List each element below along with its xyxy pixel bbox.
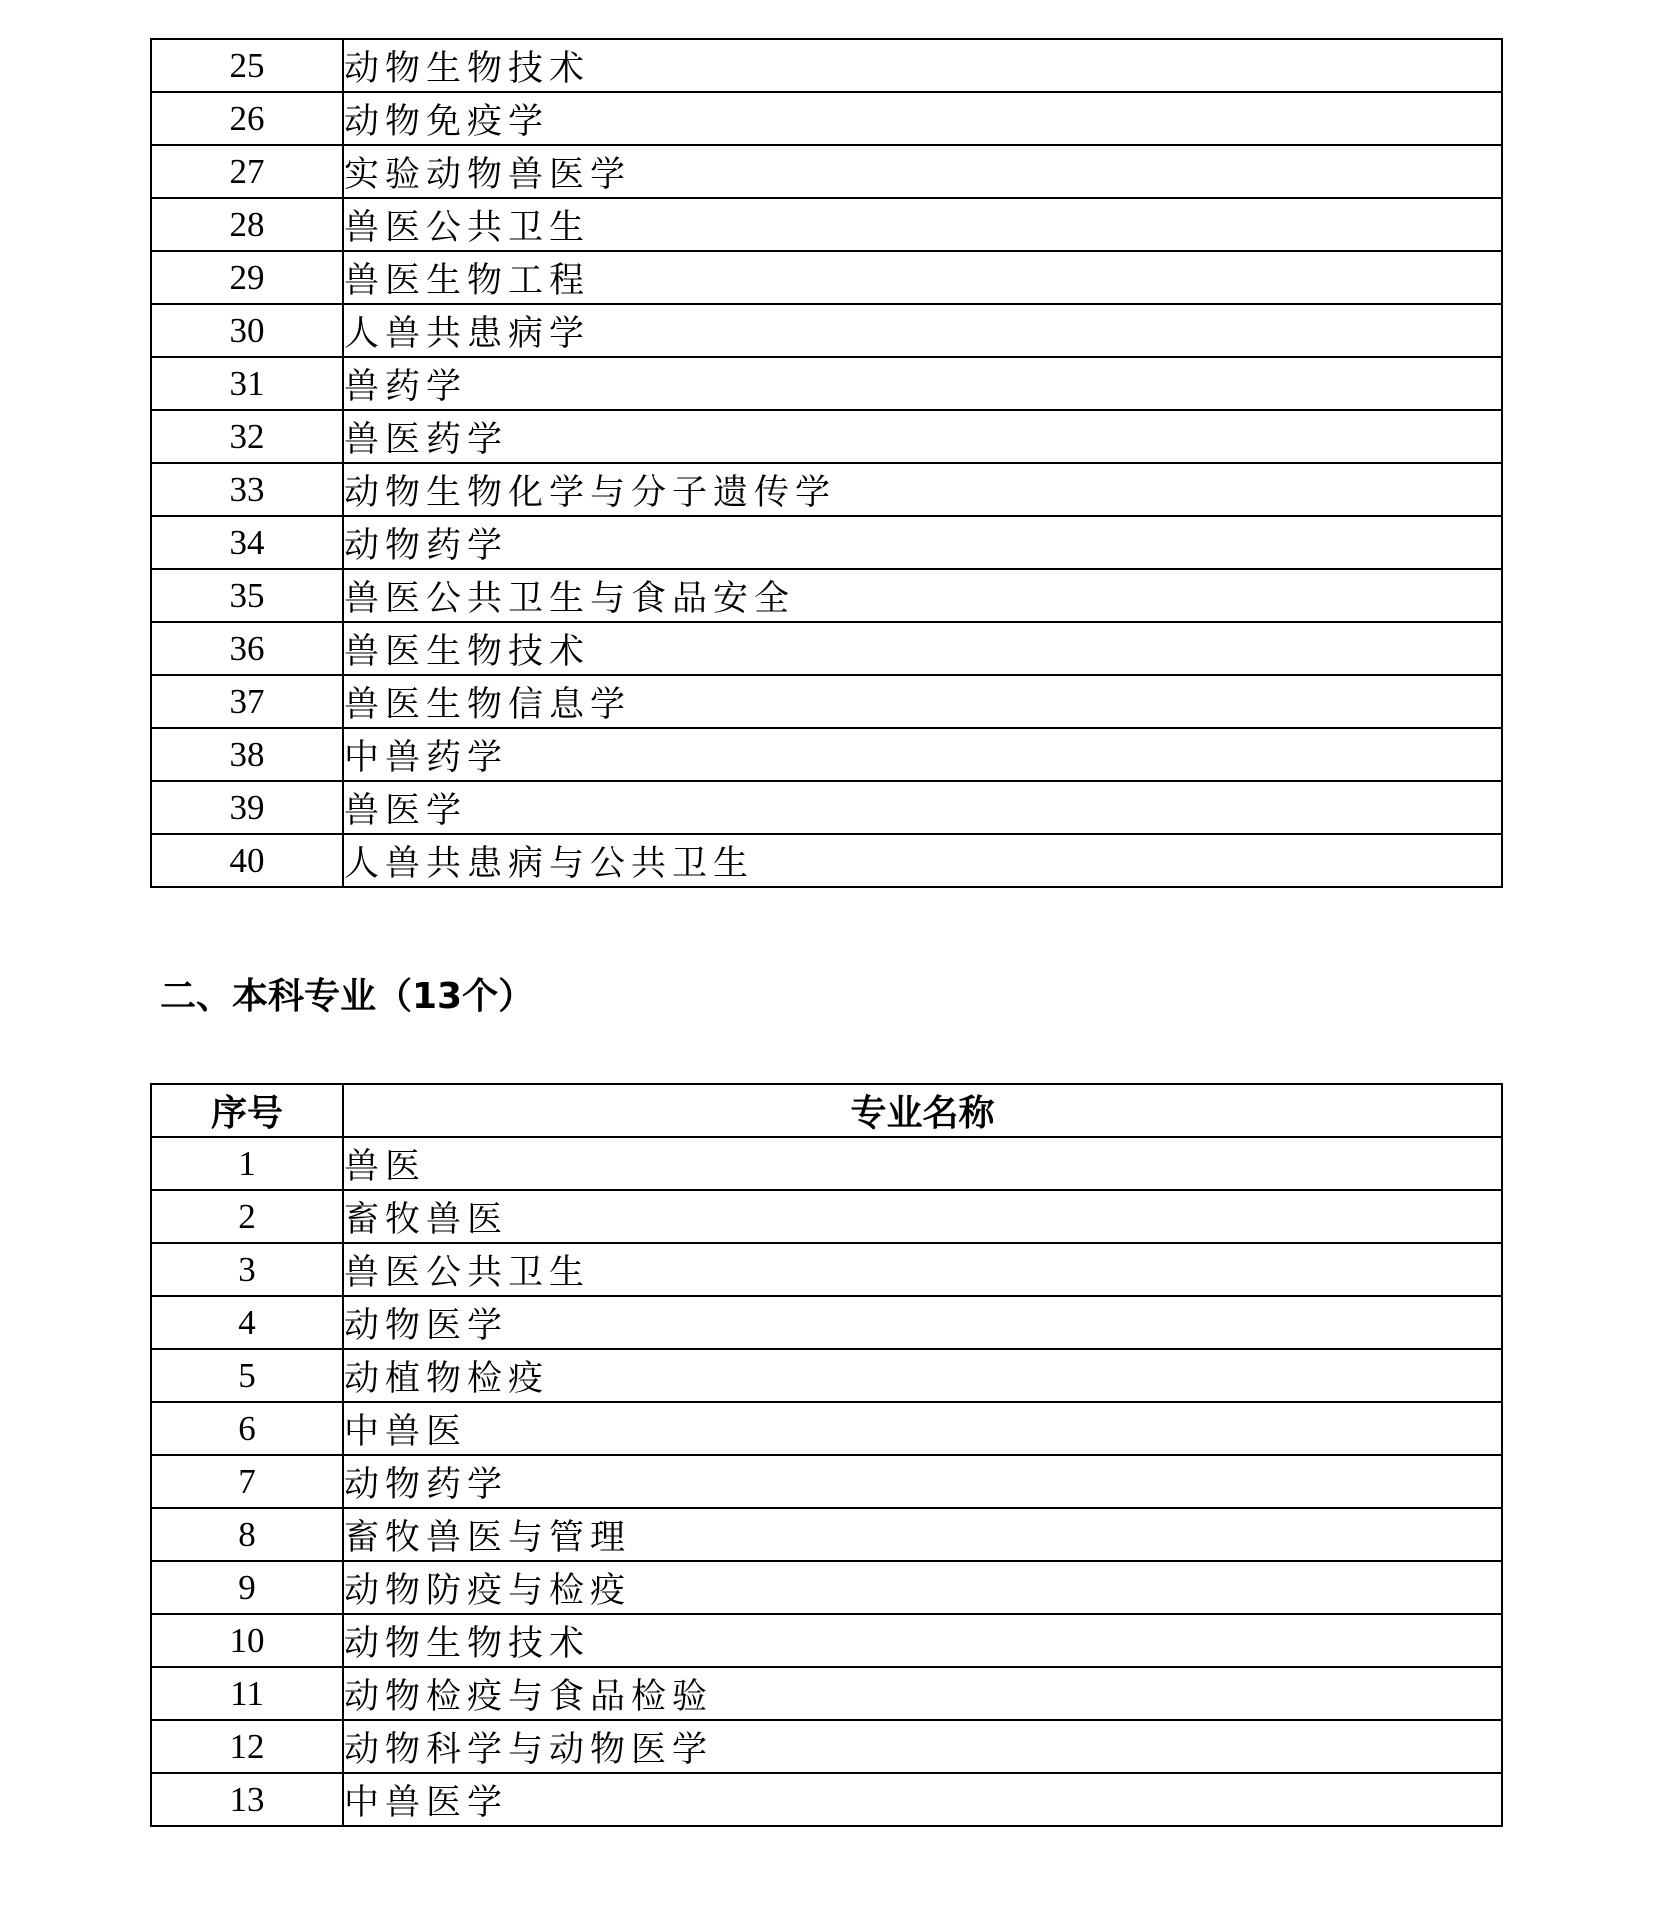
table-row xyxy=(151,357,1502,410)
row-major-name: 动物生物技术 xyxy=(343,1614,1502,1667)
row-seq-number: 26 xyxy=(151,92,343,145)
table-row xyxy=(151,781,1502,834)
row-major-name: 中兽医学 xyxy=(343,1773,1502,1826)
row-major-name: 实验动物兽医学 xyxy=(343,145,1502,198)
table-row xyxy=(151,1561,1502,1614)
row-major-name: 动物科学与动物医学 xyxy=(343,1720,1502,1773)
table-row xyxy=(151,1190,1502,1243)
row-seq-number: 3 xyxy=(151,1243,343,1296)
undergraduate-major-table-body xyxy=(151,1137,1502,1826)
row-major-name: 动物生物化学与分子遗传学 xyxy=(343,463,1502,516)
row-major-name: 动物防疫与检疫 xyxy=(343,1561,1502,1614)
table-row xyxy=(151,1508,1502,1561)
row-seq-number: 12 xyxy=(151,1720,343,1773)
table-row xyxy=(151,834,1502,887)
row-major-name: 人兽共患病与公共卫生 xyxy=(343,834,1502,887)
table-row xyxy=(151,463,1502,516)
table-row xyxy=(151,198,1502,251)
row-seq-number: 13 xyxy=(151,1773,343,1826)
table-row xyxy=(151,728,1502,781)
row-seq-number: 8 xyxy=(151,1508,343,1561)
row-seq-number: 27 xyxy=(151,145,343,198)
table-row xyxy=(151,92,1502,145)
row-major-name: 兽医药学 xyxy=(343,410,1502,463)
table-row xyxy=(151,1402,1502,1455)
row-major-name: 动物医学 xyxy=(343,1296,1502,1349)
table-row xyxy=(151,1773,1502,1826)
table-row xyxy=(151,410,1502,463)
row-seq-number: 28 xyxy=(151,198,343,251)
table-row xyxy=(151,1349,1502,1402)
row-seq-number: 5 xyxy=(151,1349,343,1402)
row-major-name: 动植物检疫 xyxy=(343,1349,1502,1402)
row-major-name: 兽医生物工程 xyxy=(343,251,1502,304)
row-major-name: 兽医公共卫生与食品安全 xyxy=(343,569,1502,622)
row-seq-number: 40 xyxy=(151,834,343,887)
row-seq-number: 33 xyxy=(151,463,343,516)
table-row xyxy=(151,1667,1502,1720)
row-major-name: 兽医生物技术 xyxy=(343,622,1502,675)
row-seq-number: 36 xyxy=(151,622,343,675)
row-seq-number: 35 xyxy=(151,569,343,622)
row-major-name: 动物生物技术 xyxy=(343,39,1502,92)
row-seq-number: 10 xyxy=(151,1614,343,1667)
row-seq-number: 32 xyxy=(151,410,343,463)
row-seq-number: 7 xyxy=(151,1455,343,1508)
row-major-name: 动物检疫与食品检验 xyxy=(343,1667,1502,1720)
undergraduate-section-heading: 二、本科专业（13个） xyxy=(160,976,535,1017)
graduate-major-table xyxy=(150,38,1503,888)
row-major-name: 动物药学 xyxy=(343,1455,1502,1508)
row-seq-number: 38 xyxy=(151,728,343,781)
table-row xyxy=(151,675,1502,728)
row-major-name: 中兽医 xyxy=(343,1402,1502,1455)
table-row xyxy=(151,251,1502,304)
table-row xyxy=(151,1614,1502,1667)
table-row xyxy=(151,1137,1502,1190)
row-seq-number: 25 xyxy=(151,39,343,92)
row-major-name: 兽药学 xyxy=(343,357,1502,410)
row-seq-number: 6 xyxy=(151,1402,343,1455)
undergraduate-table-header xyxy=(151,1084,1502,1137)
row-major-name: 动物药学 xyxy=(343,516,1502,569)
table-row xyxy=(151,304,1502,357)
header-seq-number: 序号 xyxy=(151,1084,343,1137)
table-row xyxy=(151,145,1502,198)
row-major-name: 兽医 xyxy=(343,1137,1502,1190)
table-row xyxy=(151,1720,1502,1773)
table-row xyxy=(151,39,1502,92)
row-seq-number: 1 xyxy=(151,1137,343,1190)
table-row xyxy=(151,622,1502,675)
row-seq-number: 31 xyxy=(151,357,343,410)
row-seq-number: 30 xyxy=(151,304,343,357)
row-major-name: 兽医公共卫生 xyxy=(343,198,1502,251)
row-seq-number: 37 xyxy=(151,675,343,728)
row-major-name: 兽医公共卫生 xyxy=(343,1243,1502,1296)
undergraduate-major-table xyxy=(150,1083,1503,1827)
graduate-major-table-body xyxy=(151,39,1502,887)
row-major-name: 中兽药学 xyxy=(343,728,1502,781)
row-seq-number: 39 xyxy=(151,781,343,834)
table-row xyxy=(151,1455,1502,1508)
row-major-name: 人兽共患病学 xyxy=(343,304,1502,357)
row-seq-number: 2 xyxy=(151,1190,343,1243)
table-row xyxy=(151,1296,1502,1349)
row-seq-number: 4 xyxy=(151,1296,343,1349)
row-seq-number: 34 xyxy=(151,516,343,569)
row-seq-number: 29 xyxy=(151,251,343,304)
row-major-name: 畜牧兽医 xyxy=(343,1190,1502,1243)
row-major-name: 动物免疫学 xyxy=(343,92,1502,145)
row-seq-number: 9 xyxy=(151,1561,343,1614)
header-row xyxy=(151,1084,1502,1137)
row-major-name: 兽医学 xyxy=(343,781,1502,834)
row-major-name: 兽医生物信息学 xyxy=(343,675,1502,728)
table-row xyxy=(151,1243,1502,1296)
header-major-name: 专业名称 xyxy=(343,1084,1502,1137)
row-seq-number: 11 xyxy=(151,1667,343,1720)
row-major-name: 畜牧兽医与管理 xyxy=(343,1508,1502,1561)
table-row xyxy=(151,516,1502,569)
table-row xyxy=(151,569,1502,622)
